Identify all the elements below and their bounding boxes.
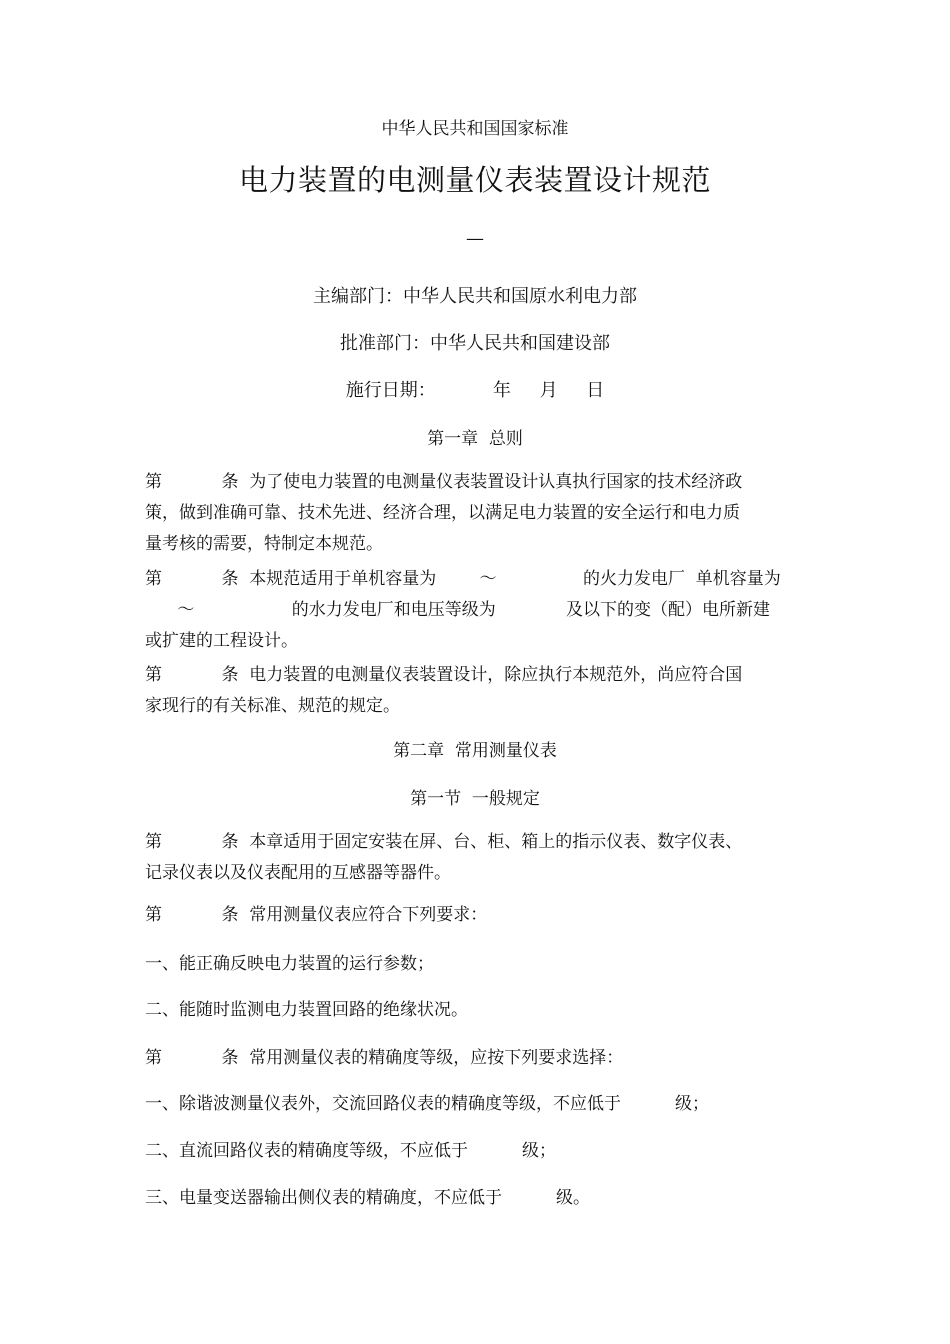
list-item: 一、能正确反映电力装置的运行参数； xyxy=(145,954,434,974)
effective-date: 施行日期： 年 月 日 xyxy=(345,380,605,401)
list-item: 一、除谐波测量仪表外，交流回路仪表的精确度等级，不应低于 级； xyxy=(145,1094,710,1114)
article-4-line: 第 条 本章适用于固定安装在屏、台、柜、箱上的指示仪表、数字仪表、 xyxy=(145,832,743,852)
article-6-line: 第 条 常用测量仪表的精确度等级，应按下列要求选择： xyxy=(145,1048,624,1068)
article-3 xyxy=(145,660,810,722)
article-5 xyxy=(145,900,810,931)
article-2-line: 或扩建的工程设计。 xyxy=(145,631,298,651)
article-5-item-2 xyxy=(145,995,810,1026)
article-4 xyxy=(145,827,810,889)
chapter-1-heading: 第一章 总则 xyxy=(427,429,523,449)
article-6-item-3 xyxy=(145,1183,810,1214)
article-6-item-1 xyxy=(145,1089,810,1120)
list-item: 二、能随时监测电力装置回路的绝缘状况。 xyxy=(145,1000,468,1020)
list-item: 二、直流回路仪表的精确度等级，不应低于 级； xyxy=(145,1141,557,1161)
document-title: 电力装置的电测量仪表装置设计规范 xyxy=(238,163,711,197)
chapter-2-heading: 第二章 常用测量仪表 xyxy=(393,741,557,761)
article-1-line: 第 条 为了使电力装置的电测量仪表装置设计认真执行国家的技术经济政 xyxy=(145,472,743,492)
article-3-line: 第 条 电力装置的电测量仪表装置设计，除应执行本规范外，尚应符合国 xyxy=(145,665,743,685)
article-6 xyxy=(145,1043,810,1074)
article-1-line: 量考核的需要，特制定本规范。 xyxy=(145,534,383,554)
article-1 xyxy=(145,467,810,560)
list-item: 三、电量变送器输出侧仪表的精确度，不应低于 级。 xyxy=(145,1188,591,1208)
editor-department: 主编部门：中华人民共和国原水利电力部 xyxy=(313,286,637,307)
article-1-line: 策，做到准确可靠、技术先进、经济合理，以满足电力装置的安全运行和电力质 xyxy=(145,503,740,523)
section-1-heading: 第一节 一般规定 xyxy=(410,789,540,809)
article-3-line: 家现行的有关标准、规范的规定。 xyxy=(145,696,400,716)
article-2-line: 第 条 本规范适用于单机容量为 ～ 的火力发电厂 单机容量为 xyxy=(145,569,781,589)
article-2-line: ～ 的水力发电厂和电压等级为 及以下的变（配）电所新建 xyxy=(145,600,770,620)
title-dash: — xyxy=(466,228,484,249)
article-6-item-2 xyxy=(145,1136,810,1167)
article-5-item-1 xyxy=(145,949,810,980)
article-2 xyxy=(145,564,810,657)
article-4-line: 记录仪表以及仪表配用的互感器等器件。 xyxy=(145,863,451,883)
approver-department: 批准部门：中华人民共和国建设部 xyxy=(340,333,610,354)
standard-label: 中华人民共和国国家标准 xyxy=(381,119,569,139)
article-5-line: 第 条 常用测量仪表应符合下列要求： xyxy=(145,905,488,925)
